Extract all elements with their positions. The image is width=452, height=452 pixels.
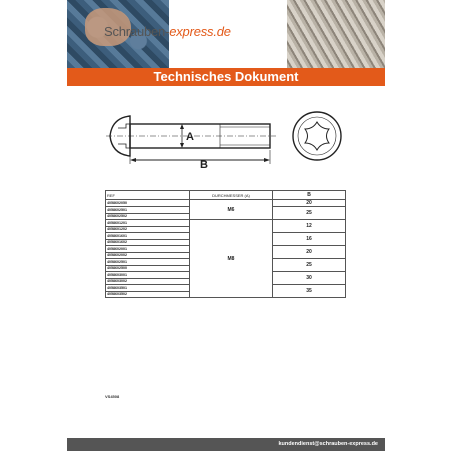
diameter-cell: M8 — [190, 220, 273, 298]
screws-photo — [287, 0, 385, 68]
table-row: 4058601601 16 — [106, 233, 346, 240]
length-cell: 35 — [273, 285, 346, 298]
table-row: 4058601201 M8 12 — [106, 220, 346, 227]
length-cell: 25 — [273, 259, 346, 272]
length-cell: 12 — [273, 220, 346, 233]
document-code: VS4508 — [105, 394, 120, 399]
support-email-link[interactable]: kundendienst@schrauben-express.de — [278, 441, 378, 447]
document-title: Technisches Dokument — [153, 69, 299, 84]
brand-logo: Schrauben-express.de — [104, 24, 231, 39]
table-row: 4058602500 — [106, 265, 346, 272]
table-row: 4058603002 — [106, 278, 346, 285]
screw-technical-drawing — [100, 104, 360, 176]
table-row: 4058603501 35 — [106, 285, 346, 292]
dimension-b-label: B — [200, 159, 208, 171]
table-header-row — [106, 191, 346, 200]
length-cell: 30 — [273, 272, 346, 285]
screw-head-end-view — [293, 112, 341, 160]
length-cell: 20 — [273, 246, 346, 259]
table-row: 4058602501 25 — [106, 207, 346, 214]
table-row: 4058602050 M6 20 — [106, 200, 346, 207]
table-row: 4058602502 — [106, 213, 346, 220]
table-row: 4058603001 30 — [106, 272, 346, 279]
torx-drive-icon — [305, 122, 329, 150]
table-row: 4058603502 — [106, 291, 346, 298]
length-cell: 25 — [273, 207, 346, 220]
header-ref: REF — [106, 191, 190, 200]
length-cell: 20 — [273, 200, 346, 207]
diameter-cell: M6 — [190, 200, 273, 220]
table-row: 4058602501 25 — [106, 259, 346, 266]
table-row: 4058601602 — [106, 239, 346, 246]
table-row: 4058602001 20 — [106, 246, 346, 253]
header-length: B — [273, 191, 346, 200]
dimension-a-label: A — [186, 131, 194, 143]
table-row: 4058602002 — [106, 252, 346, 259]
specification-table — [105, 190, 346, 298]
header-diameter: DURCHMESSER (A) — [190, 191, 273, 200]
table-row: 4058601202 — [106, 226, 346, 233]
length-cell: 16 — [273, 233, 346, 246]
